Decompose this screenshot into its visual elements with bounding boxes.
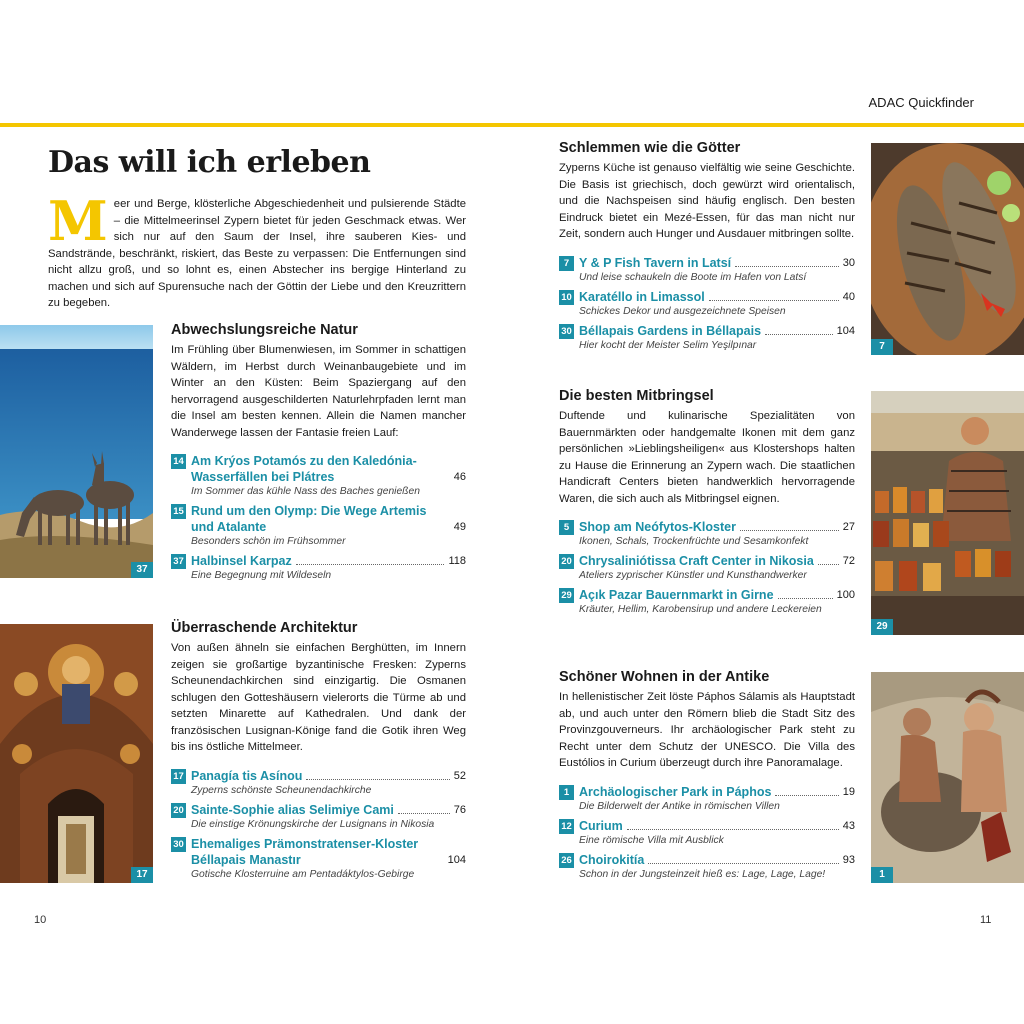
entry-subtitle: Ateliers zyprischer Künstler und Kunsthandwerker [579,570,807,581]
entry-title-link[interactable]: Sainte-Sophie alias Selimiye Cami [191,802,394,817]
photo-number-badge: 7 [871,339,893,355]
intro-paragraph [48,189,466,312]
drop-cap: M [48,189,108,253]
entry-title-link[interactable]: Y & P Fish Tavern in Latsí [579,255,732,270]
section-text: In hellenistischer Zeit löste Páphos Sálamis als Hauptstadt ab, und auch unter den Römern blieb die Stadt Sitz des Provinzgouverneurs. Ihr archäologischer Park steht zu Recht unter dem Schutz der UNESCO. Die Villa des Eustólios in Curium überzeugt durch ihre Panoramalage. [559,691,855,769]
section-title: Die besten Mitbringsel [559,388,714,404]
toc-entry[interactable] [171,553,466,583]
entry-subtitle: Ikonen, Schals, Trockenfrüchte und Sesamkonfekt [579,536,809,547]
toc-entry[interactable] [559,818,855,848]
photo-mosaic [871,672,1024,883]
intro-text: eer und Berge, klösterliche Abgeschiedenheit und pulsierende Städte – die Mittelmeerinsel Zypern bietet für jeden Geschmack etwas. Wer sich nur auf den Saum der Insel, ihre sauberen Kies- und Sandstrände, beschränkt, riskiert, das Beste zu verpassen: Die Entfernungen sind nicht allzu groß, und so lohnt es, einen Abstecher ins bergige Hinterland zu machen und sich auf Spurensuche nach der Göttin der Liebe und den Kreuzrittern zu begeben. [48,198,466,309]
header-rule [0,123,1024,127]
entry-subtitle: Im Sommer das kühle Nass des Baches genießen [191,486,420,497]
dotted-leader [735,256,839,267]
market-illustration [871,391,1024,635]
entry-title-link[interactable]: Archäologischer Park in Páphos [579,784,772,799]
section-architecture [171,620,466,886]
toc-entry[interactable] [559,784,855,814]
toc-entry[interactable] [559,852,855,882]
entry-number-badge: 26 [559,853,574,868]
entry-page-number: 27 [842,521,855,533]
entry-title-link[interactable]: Rund um den Olymp: Die Wege Artemis und Atalante [191,504,427,534]
dotted-leader [778,588,833,599]
dotted-leader [306,769,449,780]
entry-title-link[interactable]: Chrysaliniótissa Craft Center in Nikosia [579,554,814,568]
entry-page-number: 30 [842,256,855,269]
toc-entry[interactable] [559,289,855,319]
toc-entry[interactable] [559,519,855,549]
section-title: Überraschende Architektur [171,620,358,636]
entry-subtitle: Hier kocht der Meister Selim Yeşilpınar [579,339,757,351]
entry-number-badge: 1 [559,785,574,800]
entry-subtitle: Zyperns schönste Scheunendachkirche [191,784,372,796]
section-souvenirs [559,388,855,621]
entry-subtitle: Und leise schaukeln die Boote im Hafen von Latsí [579,271,807,283]
fish-illustration [871,143,1024,355]
entry-page-number: 100 [836,589,855,601]
entry-page-number: 52 [453,769,466,782]
entry-number-badge: 10 [559,290,574,305]
entry-number-badge: 5 [559,520,574,535]
entry-title-link[interactable]: Karatéllo in Limassol [579,289,705,304]
dotted-leader [818,554,839,565]
section-food [559,140,855,357]
toc-entry[interactable] [171,503,466,549]
entry-title-link[interactable]: Panagía tis Asínou [191,768,303,783]
dotted-leader [648,853,838,864]
section-entries [559,784,855,882]
entry-subtitle: Kräuter, Hellim, Karobensirup und andere Leckereien [579,604,822,615]
section-entries [559,519,855,617]
section-text: Zyperns Küche ist genauso vielfältig wie seine Geschichte. Die Basis ist griechisch, doch gewürzt wird orientalisch, und die Nachspeisen sind häufig englisch. Den besten Eindruck bietet ein Mezé-Essen, für das man nicht nur Zeit, sondern auch Hunger und Ausdauer mitbringen sollte. [559,162,855,240]
entry-number-badge: 30 [559,324,574,339]
entry-page-number: 104 [447,853,466,866]
dotted-leader [765,324,833,335]
page-number-left: 10 [34,914,47,926]
dotted-leader [296,554,445,565]
entry-number-badge: 7 [559,256,574,271]
toc-entry[interactable] [171,836,466,882]
toc-entry[interactable] [171,802,466,832]
page-title: Das will ich erleben [48,145,371,180]
entry-subtitle: Eine Begegnung mit Wildeseln [191,570,332,581]
entry-subtitle: Die Bilderwelt der Antike in römischen Villen [579,800,780,812]
dotted-leader [627,819,839,830]
entry-number-badge: 20 [559,554,574,569]
entry-page-number: 49 [453,521,466,533]
entry-page-number: 40 [842,290,855,303]
dotted-leader [775,785,838,796]
entry-number-badge: 37 [171,554,186,569]
entry-title-link[interactable]: Curium [579,818,623,833]
entry-page-number: 118 [448,555,466,567]
section-text: Im Frühling über Blumenwiesen, im Sommer in schattigen Wäldern, im Herbst durch Weinanbaugebiete und im Winter an den Küsten: Beim Spaziergang auf den hervorragend ausgeschilderten Naturlehrpfaden lernt man die Insel am besten kennen. Allein die Namen mancher Wanderwege lassen der Fantasie freien Lauf: [171,344,466,439]
toc-entry[interactable] [559,255,855,285]
mosaic-illustration [871,672,1024,883]
entry-page-number: 104 [836,324,855,337]
photo-fresco [0,624,153,883]
section-nature [171,322,466,587]
entry-number-badge: 12 [559,819,574,834]
photo-number-badge: 29 [871,619,893,635]
entry-title-link[interactable]: Am Krýos Potamós zu den Kaledónia-Wasserfällen bei Plátres [191,454,417,484]
section-entries [171,768,466,882]
entry-page-number: 72 [842,555,855,567]
entry-page-number: 43 [842,819,855,832]
photo-donkeys [0,325,153,578]
entry-number-badge: 20 [171,803,186,818]
entry-title-link[interactable]: Açık Pazar Bauernmarkt in Girne [579,588,774,602]
entry-title-link[interactable]: Shop am Neófytos-Kloster [579,520,736,534]
entry-number-badge: 30 [171,837,186,852]
entry-subtitle: Schickes Dekor und ausgezeichnete Speisen [579,305,786,317]
photo-number-badge: 1 [871,867,893,883]
fresco-illustration [0,624,153,883]
entry-page-number: 46 [453,471,466,483]
entry-page-number: 19 [842,785,855,798]
toc-entry[interactable] [559,323,855,353]
entry-number-badge: 29 [559,588,574,603]
entry-title-link[interactable]: Choirokitía [579,852,645,867]
dotted-leader [740,520,839,531]
entry-title-link[interactable]: Halbinsel Karpaz [191,554,292,568]
section-title: Abwechslungsreiche Natur [171,322,358,338]
section-title: Schöner Wohnen in der Antike [559,669,770,685]
toc-entry[interactable] [559,553,855,583]
section-antiquity [559,669,855,886]
donkeys-illustration [0,325,153,578]
toc-entry[interactable] [559,587,855,617]
section-entries [559,255,855,353]
photo-fish [871,143,1024,355]
toc-entry[interactable] [171,453,466,499]
dotted-leader [709,290,839,301]
entry-subtitle: Eine römische Villa mit Ausblick [579,834,724,846]
toc-entry[interactable] [171,768,466,798]
section-text: Duftende und kulinarische Spezialitäten von Bauernmärkten oder handgemalte Ikonen mit dem ganz persönlichen »Lieblingsheiligen« aus Klostershops halten zu Hause die Erinnerung an Zypern wach. Die staatlichen Handicraft Centers bieten handwerklich hervorragende Waren, die sich auch als Mitbringsel eignen. [559,410,855,505]
photo-number-badge: 37 [131,562,153,578]
section-entries [171,453,466,583]
entry-subtitle: Die einstige Krönungskirche der Lusignans in Nikosia [191,818,435,830]
entry-title-link[interactable]: Ehemaliges Prämonstratenser-Kloster Béllapais Manastır [191,836,419,867]
entry-number-badge: 14 [171,454,186,469]
photo-number-badge: 17 [131,867,153,883]
photo-market [871,391,1024,635]
entry-title-link[interactable]: Béllapais Gardens in Béllapais [579,323,762,338]
entry-subtitle: Schon in der Jungsteinzeit hieß es: Lage, Lage, Lage! [579,868,826,880]
entry-number-badge: 17 [171,769,186,784]
entry-page-number: 76 [453,803,466,816]
entry-page-number: 93 [842,853,855,866]
section-title: Schlemmen wie die Götter [559,140,741,156]
page-number-right: 11 [980,914,992,926]
header-label: ADAC Quickfinder [868,95,974,110]
dotted-leader [398,803,450,814]
entry-subtitle: Besonders schön im Frühsommer [191,536,346,547]
section-text: Von außen ähneln sie einfachen Berghütten, im Innern zeigen sie großartige byzantinische Fresken: Zyperns Scheunendachkirchen sind einzigartig. Die Osmanen schlugen den Gotteshäusern vielerorts die Türme ab und setzten Minarette auf Kathedralen. Und dank der französischen Lusignan-Könige fand die Gotik ihren Weg bis ins östliche Mittelmeer. [171,642,466,753]
entry-number-badge: 15 [171,504,186,519]
entry-subtitle: Gotische Klosterruine am Pentadáktylos-Gebirge [191,868,415,880]
